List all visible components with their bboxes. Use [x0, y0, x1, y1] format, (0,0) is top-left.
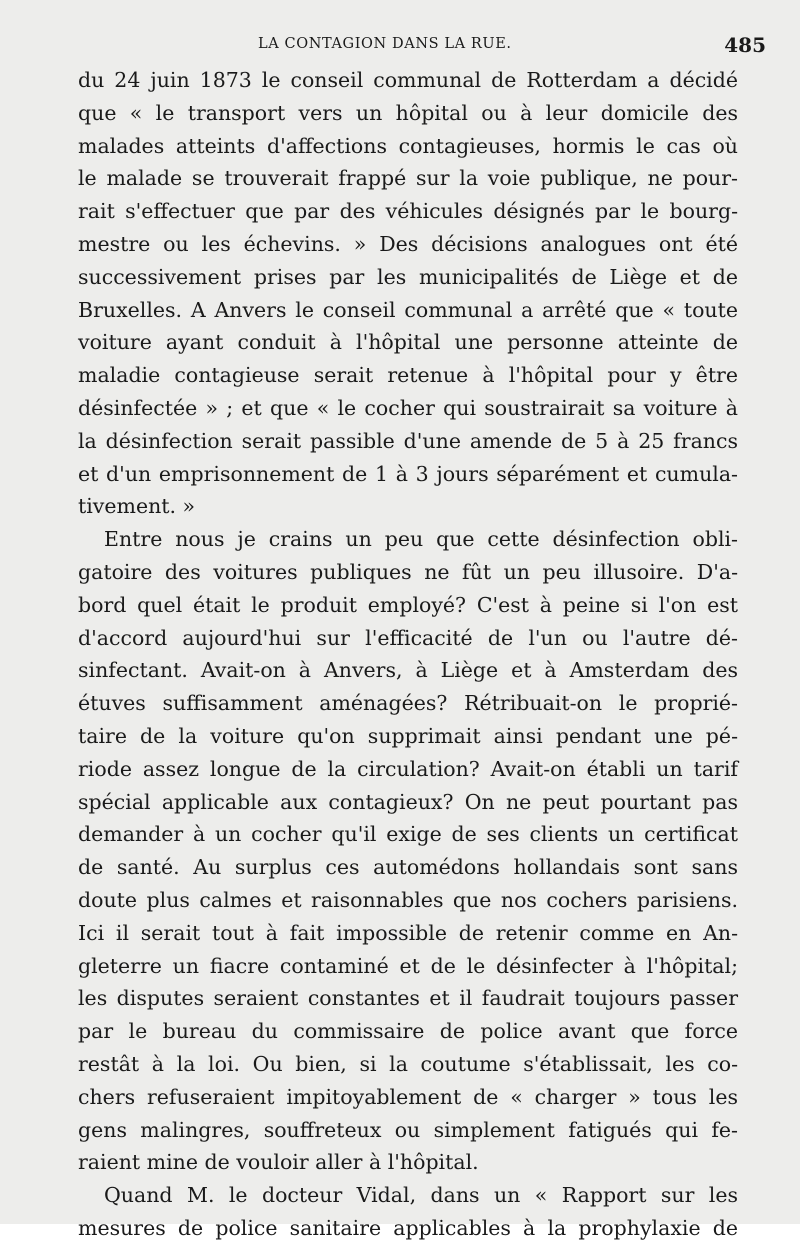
text-line: de santé. Au surplus ces automédons hollandais sont sans — [78, 855, 738, 880]
text-line: gatoire des voitures publiques ne fût un peu illusoire. D'a- — [78, 560, 738, 584]
text-line: Entre nous je crains un peu que cette désinfection obli- — [104, 527, 738, 552]
text-line: les disputes seraient constantes et il faudrait toujours passer — [78, 986, 738, 1011]
text-line: et d'un emprisonnement de 1 à 3 jours séparément et cumula- — [78, 461, 738, 486]
text-line: que « le transport vers un hôpital ou à leur domicile des — [78, 100, 738, 125]
text-line: chers refuseraient impitoyablement de « charger » tous les — [78, 1084, 738, 1109]
text-line: demander à un cocher qu'il exige de ses clients un certificat — [78, 822, 738, 847]
text-line: Quand M. le docteur Vidal, dans un « Rapport sur les — [104, 1183, 738, 1208]
text-line: voiture ayant conduit à l'hôpital une personne atteinte de — [78, 330, 738, 355]
text-line: restât à la loi. Ou bien, si la coutume s'établissait, les co- — [78, 1052, 738, 1076]
text-line: malades atteints d'affections contagieuses, hormis le cas où — [78, 133, 738, 158]
running-head — [0, 33, 800, 60]
text-line: doute plus calmes et raisonnables que nos cochers parisiens. — [78, 888, 738, 912]
text-line: Bruxelles. A Anvers le conseil communal a arrêté que « toute — [78, 297, 738, 322]
text-line: gleterre un fiacre contaminé et de le désinfecter à l'hôpital; — [78, 953, 738, 978]
text-line: bord quel était le produit employé? C'est à peine si l'on est — [78, 592, 738, 617]
running-title: LA CONTAGION DANS LA RUE. — [258, 36, 512, 52]
text-line: par le bureau du commissaire de police avant que force — [78, 1019, 738, 1044]
text-line: mestre ou les échevins. » Des décisions analogues ont été — [78, 232, 738, 256]
page-number: 485 — [724, 33, 766, 57]
text-line: raient mine de vouloir aller à l'hôpital. — [78, 1150, 479, 1175]
text-line: rait s'effectuer que par des véhicules désignés par le bourg- — [78, 199, 738, 224]
text-line: désinfectée » ; et que « le cocher qui soustrairait sa voiture à — [78, 396, 738, 420]
text-line: gens malingres, souffreteux ou simplement fatigués qui fe- — [78, 1117, 738, 1142]
text-line: le malade se trouverait frappé sur la voie publique, ne pour- — [78, 166, 738, 191]
text-line: la désinfection serait passible d'une amende de 5 à 25 francs — [78, 428, 738, 453]
text-line: taire de la voiture qu'on supprimait ainsi pendant une pé- — [78, 724, 738, 748]
text-line: maladie contagieuse serait retenue à l'hôpital pour y être — [78, 363, 738, 388]
text-line: riode assez longue de la circulation? Avait-on établi un tarif — [78, 756, 738, 781]
text-line: du 24 juin 1873 le conseil communal de Rotterdam a décidé — [78, 68, 738, 92]
text-line: d'accord aujourd'hui sur l'efficacité de l'un ou l'autre dé- — [78, 625, 738, 650]
text-line: mesures de police sanitaire applicables à la prophylaxie de — [78, 1216, 738, 1240]
text-line: étuves suffisamment aménagées? Rétribuait-on le proprié- — [78, 691, 738, 716]
text-line: Ici il serait tout à fait impossible de retenir comme en An- — [78, 920, 738, 945]
text-line: spécial applicable aux contagieux? On ne peut pourtant pas — [78, 789, 738, 814]
text-line: sinfectant. Avait-on à Anvers, à Liège et à Amsterdam des — [78, 658, 738, 683]
text-line: successivement prises par les municipalités de Liège et de — [78, 264, 738, 289]
text-line: tivement. » — [78, 494, 196, 519]
